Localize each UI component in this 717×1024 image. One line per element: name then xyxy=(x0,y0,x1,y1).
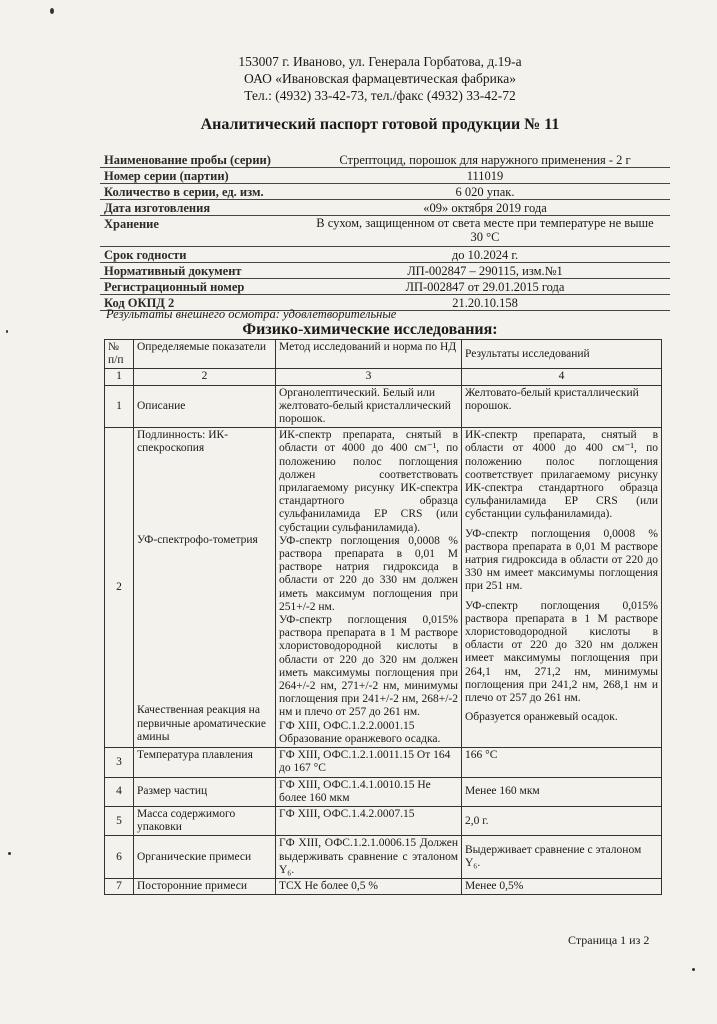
field-row xyxy=(100,184,670,200)
company-address: 153007 г. Иваново, ул. Генерала Горбатова, д.19-а xyxy=(238,54,522,69)
field-value: Стрептоцид, порошок для наружного применения - 2 г xyxy=(339,153,631,167)
param-amine-reaction: Качественная реакция на первичные ароматические амины xyxy=(137,704,266,743)
field-row xyxy=(100,279,670,295)
analysis-table xyxy=(104,339,662,895)
row-result: Менее 160 мкм xyxy=(462,777,662,806)
scan-speck xyxy=(692,968,695,971)
column-number-row xyxy=(105,369,662,385)
row-parameter: Масса содержимого упаковки xyxy=(134,806,276,835)
table-row xyxy=(105,428,662,748)
sample-fields xyxy=(100,152,670,311)
row-method: Органолептический. Белый или желтовато-белый кристаллический порошок. xyxy=(276,385,462,428)
row-number: 2 xyxy=(105,428,134,748)
method-uv-naoh: УФ-спектр поглощения 0,0008 % раствора препарата в 0,01 М растворе натрия гидроксида в области от 220 до 330 нм должен иметь максимум поглощения при 251+/-2 нм. xyxy=(279,534,458,613)
row-parameter: Органические примеси xyxy=(134,836,276,879)
row-method: ГФ XIII, ОФС.1.4.1.0010.15 Не более 160 мкм xyxy=(276,777,462,806)
row-parameter: Температура плавления xyxy=(134,748,276,777)
scan-speck xyxy=(50,8,54,14)
table-row xyxy=(105,878,662,894)
row-number: 6 xyxy=(105,836,134,879)
column-number: 4 xyxy=(462,369,662,385)
row-method: ТСХ Не более 0,5 % xyxy=(276,878,462,894)
row-number: 4 xyxy=(105,777,134,806)
param-identity-ir: Подлинность: ИК-спекроскопия xyxy=(137,429,229,455)
field-value: ЛП-002847 – 290115, изм.№1 xyxy=(407,264,563,278)
table-row xyxy=(105,385,662,428)
row-method: ГФ XIII, ОФС.1.2.1.0006.15 Должен выдерживать сравнение с эталоном Y₆. xyxy=(276,836,462,879)
field-value: ЛП-002847 от 29.01.2015 года xyxy=(405,280,565,294)
row-result: Желтовато-белый кристаллический порошок. xyxy=(462,385,662,428)
inspection-result: Результаты внешнего осмотра: удовлетворительные xyxy=(106,307,397,321)
field-row xyxy=(100,168,670,184)
scan-speck xyxy=(6,330,8,333)
column-header: Результаты исследований xyxy=(462,340,662,369)
field-value: до 10.2024 г. xyxy=(451,248,519,262)
page-number: Страница 1 из 2 xyxy=(568,933,650,947)
company-phones: Тел.: (4932) 33-42-73, тел./факс (4932) 33-42-72 xyxy=(244,88,516,103)
table-row xyxy=(105,748,662,777)
table-header-row xyxy=(105,340,662,369)
result-ir: ИК-спектр препарата, снятый в области от 4000 до 400 см⁻¹, по положению полос поглощения соответствует прилагаемому рисунку ИК-спектра стандартного образца сульфаниламида EP CRS (или субстанции сульфаниламида). xyxy=(465,429,658,521)
field-label: Нормативный документ xyxy=(104,264,242,278)
row-parameter: Размер частиц xyxy=(134,777,276,806)
field-label: Хранение xyxy=(104,217,159,231)
row-method: ГФ XIII, ОФС.1.4.2.0007.15 xyxy=(276,806,462,835)
param-uv: УФ-спектрофо-тометрия xyxy=(137,533,258,546)
field-row xyxy=(100,152,670,168)
row-parameter xyxy=(134,428,276,748)
table-row xyxy=(105,777,662,806)
field-label: Регистрационный номер xyxy=(104,280,245,294)
column-number: 3 xyxy=(276,369,462,385)
field-row xyxy=(100,200,670,216)
column-header: № п/п xyxy=(105,340,134,369)
field-row xyxy=(100,247,670,263)
column-header: Определяемые показатели xyxy=(134,340,276,369)
company-header xyxy=(180,53,580,104)
row-result xyxy=(462,428,662,748)
document-title: Аналитический паспорт готовой продукции № 11 xyxy=(200,116,560,133)
section-title: Физико-химические исследования: xyxy=(242,321,498,338)
result-uv-hcl: УФ-спектр поглощения 0,015% раствора препарата в 1 М растворе хлористоводородной кислоты в области от 220 до 320 нм должен имеет максимумы поглощения при 264,1 нм, 271,2 нм, минимумы поглощения при 241,2 нм, 268,1 нм и плечо от 257 до 261 нм. xyxy=(465,599,658,705)
row-result: 2,0 г. xyxy=(462,806,662,835)
field-row xyxy=(100,263,670,279)
method-amine: ГФ XIII, ОФС.1.2.2.0001.15 Образование оранжевого осадка. xyxy=(279,719,441,745)
table-row xyxy=(105,806,662,835)
row-result: 166 °С xyxy=(462,748,662,777)
row-parameter: Посторонние примеси xyxy=(134,878,276,894)
field-row xyxy=(100,216,670,247)
field-label: Количество в серии, ед. изм. xyxy=(104,185,264,199)
method-uv-hcl: УФ-спектр поглощения 0,015% раствора препарата в 1 М растворе хлористоводородной кислоты в области от 220 до 320 нм должен иметь максимумы поглощения при 264+/-2 нм, 271+/-2 нм, минимумы поглощения при 241+/-2 нм, 268+/-2 нм и плечо от 257 до 261 нм. xyxy=(279,614,458,719)
row-number: 3 xyxy=(105,748,134,777)
row-result: Менее 0,5% xyxy=(462,878,662,894)
table-row xyxy=(105,836,662,879)
field-label: Номер серии (партии) xyxy=(104,169,229,183)
field-label: Код ОКПД 2 xyxy=(104,296,175,310)
field-value: 21.20.10.158 xyxy=(452,296,518,310)
column-header: Метод исследований и норма по НД xyxy=(276,340,462,369)
row-method: ГФ XIII, ОФС.1.2.1.0011.15 От 164 до 167 °С xyxy=(276,748,462,777)
field-label: Наименование пробы (серии) xyxy=(104,153,271,167)
result-uv-naoh: УФ-спектр поглощения 0,0008 % раствора препарата в 0,01 М растворе натрия гидроксида в области от 220 до 330 нм имеет максимумы поглощения при 251 нм. xyxy=(465,527,658,593)
field-label: Дата изготовления xyxy=(104,201,211,215)
field-value: 111019 xyxy=(466,169,504,183)
row-result: Выдерживает сравнение с эталоном Y₆. xyxy=(462,836,662,879)
row-number: 5 xyxy=(105,806,134,835)
row-number: 1 xyxy=(105,385,134,428)
row-parameter: Описание xyxy=(134,385,276,428)
result-amine: Образуется оранжевый осадок. xyxy=(465,711,618,724)
field-value: 6 020 упак. xyxy=(455,185,515,199)
field-value: В сухом, защищенном от света месте при температуре не выше 30 °С xyxy=(316,216,654,244)
row-method xyxy=(276,428,462,748)
row-number: 7 xyxy=(105,878,134,894)
scan-speck xyxy=(8,852,11,855)
column-number: 1 xyxy=(105,369,134,385)
column-number: 2 xyxy=(134,369,276,385)
company-name: ОАО «Ивановская фармацевтическая фабрика» xyxy=(244,71,516,86)
field-value: «09» октября 2019 года xyxy=(423,201,547,215)
field-label: Срок годности xyxy=(104,248,187,262)
method-ir: ИК-спектр препарата, снятый в области от 4000 до 400 см⁻¹, по положению полос поглощения должен соответствовать прилагаемому рисунку ИК-спектра стандартного образца сульфаниламида EP CRS (или субстации сульфаниламида). xyxy=(279,429,458,534)
